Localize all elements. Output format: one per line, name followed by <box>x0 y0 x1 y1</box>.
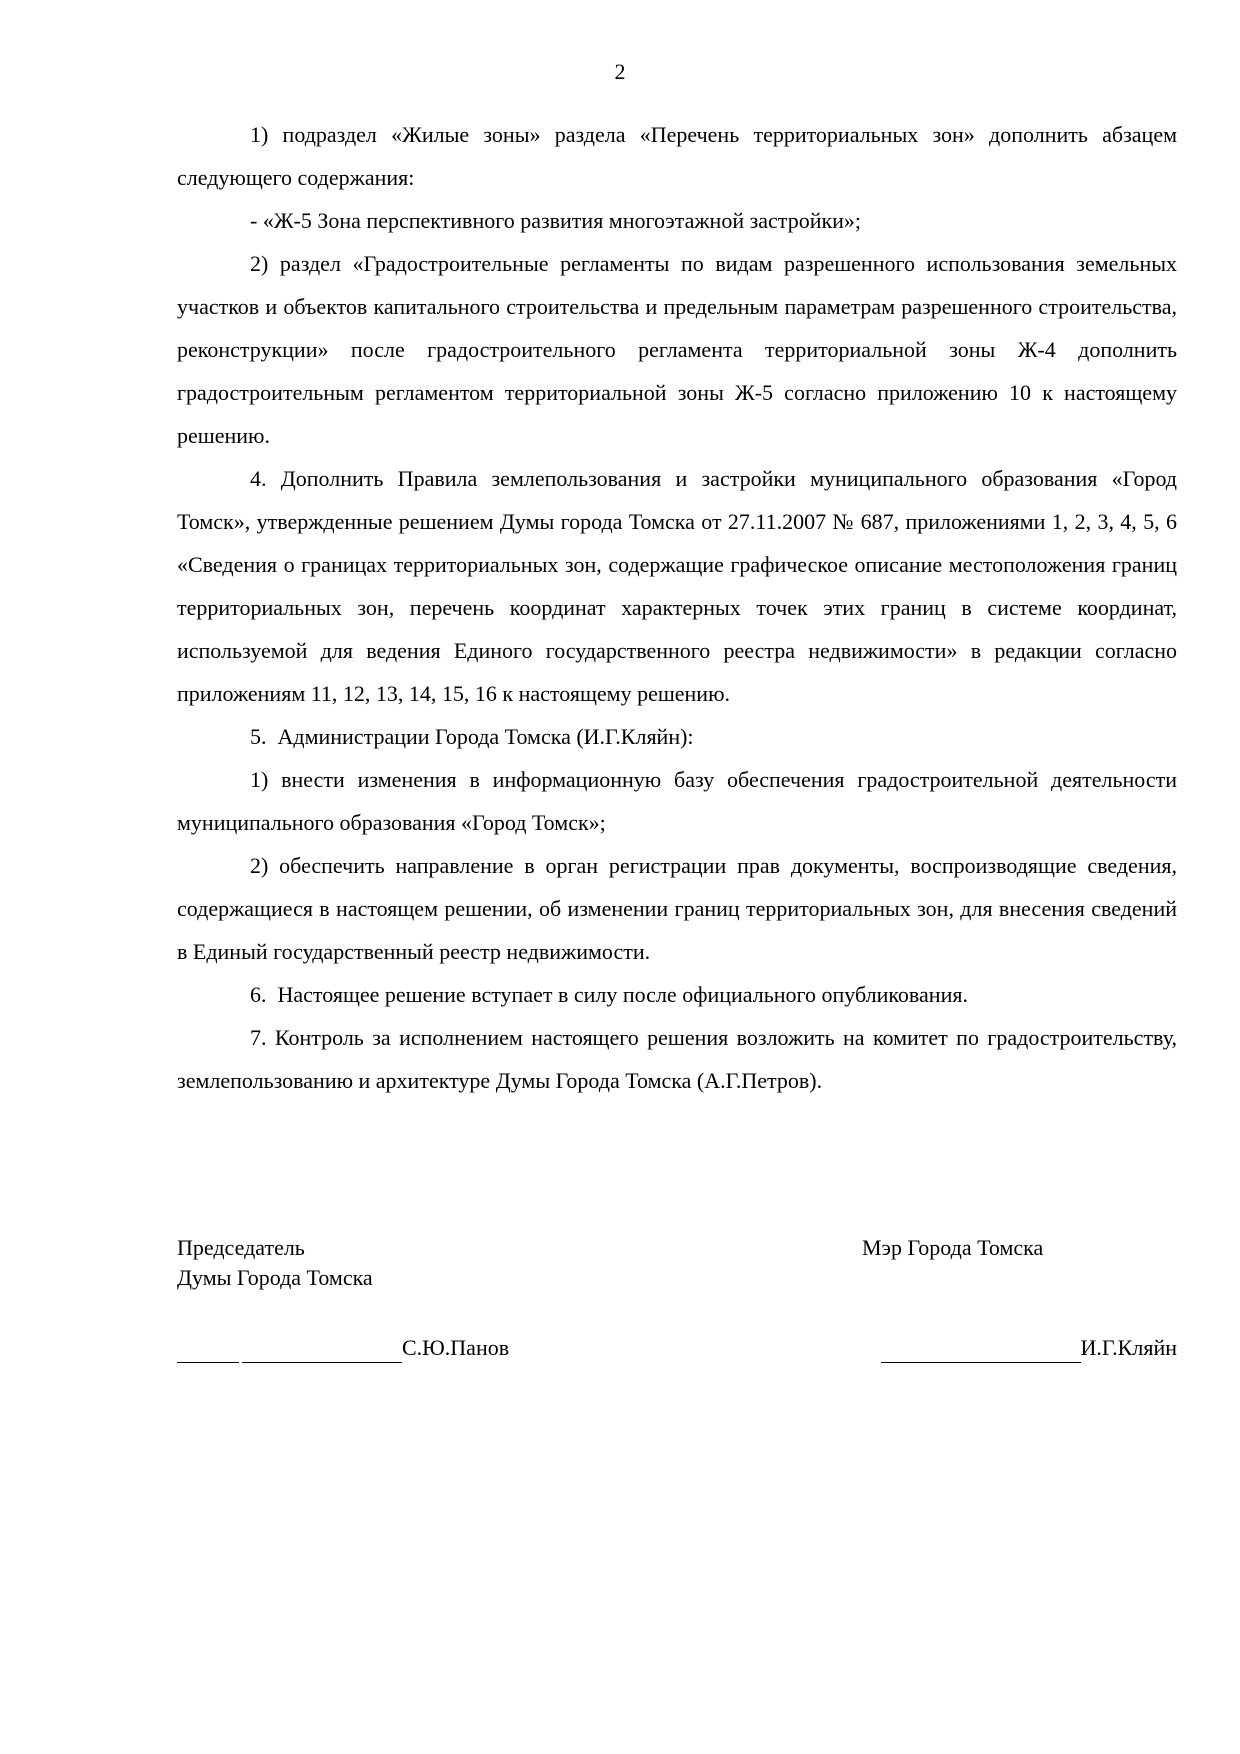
signature-right-title-line1: Мэр Города Томска <box>862 1235 1044 1260</box>
signature-blank-left-long <box>242 1340 402 1363</box>
signature-left-title-line1: Председатель <box>177 1235 305 1260</box>
signature-left-line <box>177 1333 509 1363</box>
paragraph-item-6: 6. Настоящее решение вступает в силу после официального опубликования. <box>250 982 968 1007</box>
paragraph-item-5-2: 2) обеспечить направление в орган регистрации прав документы, воспроизводящие сведения, содержащиеся в настоящем решении, об изменении границ территориальных зон, для внесения сведений в Единый государственный реестр недвижимости. <box>177 853 1177 964</box>
signature-left-name: С.Ю.Панов <box>402 1335 510 1360</box>
paragraph-item-5: 5. Администрации Города Томска (И.Г.Кляйн): <box>250 724 694 749</box>
document-body <box>177 113 1177 1102</box>
signature-right-name: И.Г.Кляйн <box>1080 1335 1177 1360</box>
signature-blank-right <box>881 1340 1081 1363</box>
signature-right-line <box>862 1333 1177 1363</box>
paragraph-subsection-1: 1) подраздел «Жилые зоны» раздела «Перечень территориальных зон» дополнить абзацем следующего содержания: <box>177 122 1177 190</box>
paragraph-zone-zh5: - «Ж-5 Зона перспективного развития многоэтажной застройки»; <box>250 208 862 233</box>
signature-right-title <box>862 1233 1043 1263</box>
paragraph-subsection-2: 2) раздел «Градостроительные регламенты по видам разрешенного использования земельных участков и объектов капитального строительства и предельным параметрам разрешенного строительства, реконструкции» после градостроительного регламента территориальной зоны Ж-4 дополнить градостроительным регламентом территориальной зоны Ж-5 согласно приложению 10 к настоящему решению. <box>177 251 1177 448</box>
signature-blank-left-short <box>177 1340 239 1363</box>
paragraph-item-7: 7. Контроль за исполнением настоящего решения возложить на комитет по градостроительству, землепользованию и архитектуре Думы Города Томска (А.Г.Петров). <box>177 1025 1177 1093</box>
page-number: 2 <box>614 59 626 84</box>
paragraph-item-4: 4. Дополнить Правила землепользования и застройки муниципального образования «Город Томск», утвержденные решением Думы города Томска от 27.11.2007 № 687, приложениями 1, 2, 3, 4, 5, 6 «Сведения о границах территориальных зон, содержащие графическое описание местоположения границ территориальных зон, перечень координат характерных точек этих границ в системе координат, используемой для ведения Единого государственного реестра недвижимости» в редакции согласно приложениям 11, 12, 13, 14, 15, 16 к настоящему решению. <box>177 466 1177 706</box>
signature-left-title-line2: Думы Города Томска <box>177 1265 373 1290</box>
signature-left-title <box>177 1233 373 1293</box>
paragraph-item-5-1: 1) внести изменения в информационную базу обеспечения градостроительной деятельности муниципального образования «Город Томск»; <box>177 767 1177 835</box>
